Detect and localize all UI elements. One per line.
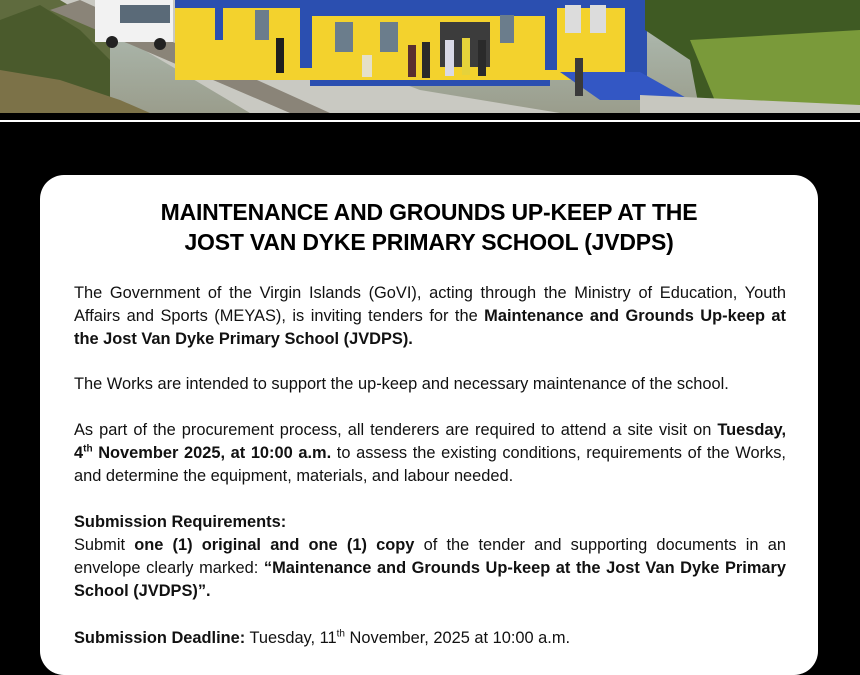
intro-project-name: Maintenance and Grounds Up-keep at the Jost Van Dyke Primary School (JVDPS).: [74, 307, 786, 348]
notice-title-line-1: MAINTENANCE AND GROUNDS UP-KEEP AT THE: [160, 199, 698, 225]
submission-requirements-heading: Submission Requirements:: [74, 513, 287, 531]
submission-deadline-suffix: th: [336, 628, 345, 640]
submission-copies: one (1) original and one (1) copy: [134, 536, 415, 554]
site-visit-date-day: Tuesday, 4: [74, 421, 786, 462]
school-photo: [0, 0, 860, 113]
notice-title-line-2: JOST VAN DYKE PRIMARY SCHOOL (JVDPS): [184, 229, 674, 255]
submission-deadline-label: Submission Deadline:: [74, 629, 246, 647]
site-visit-date-rest: November 2025, at 10:00 a.m.: [92, 444, 332, 462]
intro-paragraph: [74, 282, 786, 351]
envelope-marking: “Maintenance and Grounds Up-keep at the Jost Van Dyke Primary School (JVDPS)”.: [74, 559, 786, 600]
site-visit-date-suffix: th: [83, 443, 93, 455]
site-visit-text-b: to assess the existing conditions, requirements of the Works, and determine the equipment, materials, and labour needed.: [74, 444, 786, 485]
site-visit-text-a: As part of the procurement process, all tenderers are required to attend a site visit on: [74, 421, 718, 439]
notice-title: [40, 197, 818, 257]
works-purpose-paragraph: The Works are intended to support the up-keep and necessary maintenance of the school.: [74, 375, 729, 393]
submission-text-b: of the tender and supporting documents in an envelope clearly marked:: [74, 536, 786, 577]
banner-divider: [0, 120, 860, 122]
submission-text-a: Submit: [74, 536, 135, 554]
submission-deadline-paragraph: [74, 627, 786, 650]
submission-deadline-text-a: Tuesday, 11: [245, 629, 337, 647]
tender-notice-card: [40, 175, 818, 675]
school-photo-illustration: [0, 0, 860, 113]
site-visit-paragraph: [74, 419, 786, 488]
submission-deadline-text-b: November, 2025 at 10:00 a.m.: [345, 629, 571, 647]
intro-text: The Government of the Virgin Islands (GoVI), acting through the Ministry of Education, Youth Affairs and Sports (MEYAS), is inviting tenders for the: [74, 284, 786, 325]
submission-requirements-section: [74, 511, 786, 603]
